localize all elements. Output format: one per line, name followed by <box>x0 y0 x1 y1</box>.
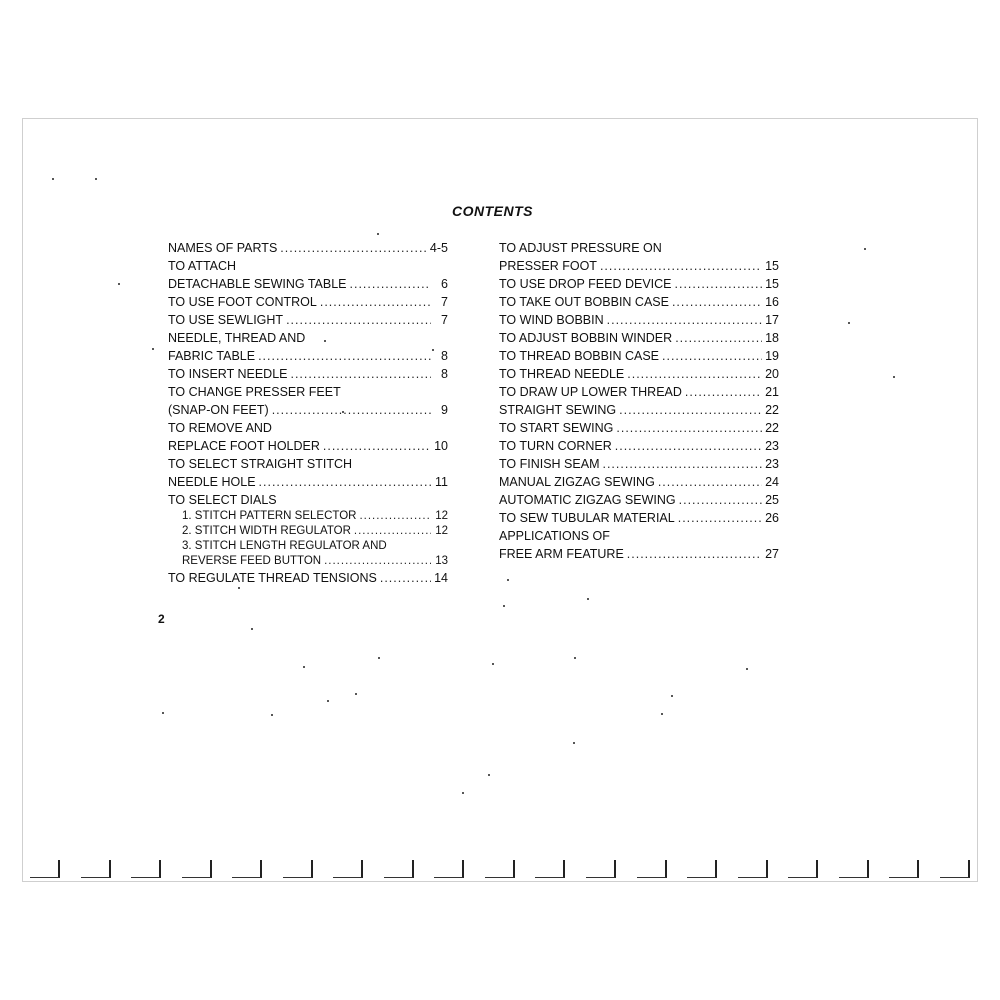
dot-leader <box>679 492 762 508</box>
scan-speck <box>587 598 589 600</box>
contents-left-column <box>168 240 448 588</box>
toc-entry-label: TO SEW TUBULAR MATERIAL <box>499 511 675 525</box>
binding-tab-mark <box>434 860 464 878</box>
toc-entry-label: NEEDLE HOLE <box>168 475 256 489</box>
toc-entry-page: 19 <box>765 349 779 363</box>
dot-leader <box>324 555 431 568</box>
toc-entry-page: 13 <box>435 555 448 567</box>
toc-entry-page: 17 <box>765 313 779 327</box>
toc-entry-page: 25 <box>765 493 779 507</box>
binding-tab-mark <box>182 860 212 878</box>
scan-speck <box>355 693 357 695</box>
toc-entry-label: (SNAP-ON FEET) <box>168 403 269 417</box>
binding-tab-mark <box>586 860 616 878</box>
toc-entry-page: 8 <box>441 367 448 381</box>
toc-entry <box>499 456 779 472</box>
dot-leader <box>615 438 762 454</box>
toc-entry <box>168 258 448 274</box>
toc-entry-page: 7 <box>441 295 448 309</box>
toc-entry-label: APPLICATIONS OF <box>499 529 610 543</box>
binding-tab-mark <box>940 860 970 878</box>
binding-tab-mark <box>81 860 111 878</box>
toc-entry-page: 26 <box>765 511 779 525</box>
scan-speck <box>377 233 379 235</box>
binding-tab-mark <box>131 860 161 878</box>
toc-entry <box>168 402 448 418</box>
toc-entry-label: TO USE SEWLIGHT <box>168 313 284 327</box>
dot-leader <box>259 474 431 490</box>
scan-speck <box>488 774 490 776</box>
toc-entry-label: MANUAL ZIGZAG SEWING <box>499 475 655 489</box>
scan-speck <box>162 712 164 714</box>
scan-speck <box>378 657 380 659</box>
toc-entry-page: 11 <box>435 475 448 489</box>
toc-entry-label: FABRIC TABLE <box>168 349 256 363</box>
toc-entry <box>168 312 448 328</box>
toc-entry <box>499 492 779 508</box>
binding-tab-mark <box>738 860 768 878</box>
binding-tab-mark <box>333 860 363 878</box>
binding-tab-mark <box>788 860 818 878</box>
toc-entry-page: 15 <box>765 277 779 291</box>
toc-entry-label: STRAIGHT SEWING <box>499 403 617 417</box>
toc-entry <box>168 240 448 256</box>
toc-entry <box>499 294 779 310</box>
scan-speck <box>503 605 505 607</box>
dot-leader <box>619 402 762 418</box>
toc-entry-page: 14 <box>434 571 448 585</box>
toc-entry-page: 23 <box>765 439 779 453</box>
binding-tab-mark <box>889 860 919 878</box>
binding-tab-mark <box>485 860 515 878</box>
toc-entry <box>499 546 779 562</box>
toc-entry <box>168 525 448 538</box>
scan-speck <box>324 340 326 342</box>
toc-entry <box>168 555 448 568</box>
scan-speck <box>574 657 576 659</box>
page-number: 2 <box>158 612 165 626</box>
toc-entry-label: DETACHABLE SEWING TABLE <box>168 277 347 291</box>
toc-entry-label: TO CHANGE PRESSER FEET <box>168 385 341 399</box>
toc-entry <box>168 420 448 436</box>
toc-entry-label: TO TURN CORNER <box>499 439 612 453</box>
dot-leader <box>286 312 431 328</box>
toc-entry <box>168 294 448 310</box>
scan-speck <box>95 178 97 180</box>
scan-speck <box>238 587 240 589</box>
toc-entry-label: TO TAKE OUT BOBBIN CASE <box>499 295 669 309</box>
scan-speck <box>251 628 253 630</box>
scan-speck <box>462 792 464 794</box>
toc-entry <box>168 540 448 553</box>
toc-entry <box>168 438 448 454</box>
toc-entry-label: TO THREAD BOBBIN CASE <box>499 349 659 363</box>
toc-entry-label: TO WIND BOBBIN <box>499 313 604 327</box>
dot-leader <box>627 366 762 382</box>
dot-leader <box>258 348 431 364</box>
binding-tab-mark <box>232 860 262 878</box>
toc-entry-page: 8 <box>441 349 448 363</box>
toc-entry-page: 21 <box>765 385 779 399</box>
toc-entry-page: 24 <box>765 475 779 489</box>
toc-entry-label: TO USE FOOT CONTROL <box>168 295 317 309</box>
toc-entry <box>168 456 448 472</box>
dot-leader <box>350 276 431 292</box>
scan-speck <box>152 348 154 350</box>
scan-speck <box>671 695 673 697</box>
toc-entry-page: 9 <box>441 403 448 417</box>
scan-speck <box>492 663 494 665</box>
toc-entry <box>499 330 779 346</box>
toc-entry <box>499 312 779 328</box>
toc-entry <box>168 348 448 364</box>
toc-entry-label: TO ATTACH <box>168 259 237 273</box>
toc-entry-label: TO SELECT DIALS <box>168 493 277 507</box>
toc-entry-page: 18 <box>765 331 779 345</box>
toc-entry <box>499 276 779 292</box>
scan-speck <box>303 666 305 668</box>
toc-entry-page: 27 <box>765 547 779 561</box>
toc-entry-label: TO DRAW UP LOWER THREAD <box>499 385 682 399</box>
binding-tab-mark <box>30 860 60 878</box>
dot-leader <box>602 456 762 472</box>
toc-entry <box>499 348 779 364</box>
dot-leader <box>600 258 762 274</box>
dot-leader <box>280 240 427 256</box>
toc-entry <box>168 492 448 508</box>
toc-entry-label: TO ADJUST PRESSURE ON <box>499 241 662 255</box>
toc-entry-label: AUTOMATIC ZIGZAG SEWING <box>499 493 676 507</box>
toc-entry <box>499 402 779 418</box>
toc-entry-label: TO INSERT NEEDLE <box>168 367 288 381</box>
toc-entry <box>499 474 779 490</box>
toc-entry-label: TO ADJUST BOBBIN WINDER <box>499 331 673 345</box>
scan-speck <box>848 322 850 324</box>
toc-entry-label: REVERSE FEED BUTTON <box>182 555 322 567</box>
toc-entry-page: 4-5 <box>429 241 448 255</box>
toc-entry-page: 10 <box>434 439 448 453</box>
scan-speck <box>893 376 895 378</box>
toc-entry-label: TO REGULATE THREAD TENSIONS <box>168 571 377 585</box>
dot-leader <box>685 384 762 400</box>
dot-leader <box>678 510 762 526</box>
scan-speck <box>52 178 54 180</box>
scan-speck <box>864 248 866 250</box>
scan-speck <box>271 714 273 716</box>
toc-entry-label: 2. STITCH WIDTH REGULATOR <box>182 525 351 537</box>
binding-tab-mark <box>384 860 414 878</box>
toc-entry-page: 20 <box>765 367 779 381</box>
toc-entry <box>168 330 448 346</box>
toc-entry-page: 12 <box>435 525 448 537</box>
toc-entry <box>499 438 779 454</box>
toc-entry-page: 7 <box>441 313 448 327</box>
toc-entry <box>168 276 448 292</box>
dot-leader <box>354 525 431 538</box>
toc-entry-label: TO START SEWING <box>499 421 614 435</box>
dot-leader <box>359 510 431 523</box>
dot-leader <box>658 474 762 490</box>
scan-speck <box>573 742 575 744</box>
toc-entry-label: NEEDLE, THREAD AND <box>168 331 306 345</box>
binding-tab-mark <box>637 860 667 878</box>
binding-tab-mark <box>687 860 717 878</box>
toc-entry-label: 3. STITCH LENGTH REGULATOR AND <box>182 540 387 552</box>
toc-entry <box>168 474 448 490</box>
dot-leader <box>320 294 431 310</box>
dot-leader <box>616 420 762 436</box>
toc-entry-label: REPLACE FOOT HOLDER <box>168 439 320 453</box>
binding-tab-mark <box>535 860 565 878</box>
scan-speck <box>507 579 509 581</box>
toc-entry-label: PRESSER FOOT <box>499 259 597 273</box>
toc-entry-page: 22 <box>765 421 779 435</box>
toc-entry <box>499 420 779 436</box>
dot-leader <box>662 348 762 364</box>
toc-entry-label: 1. STITCH PATTERN SELECTOR <box>182 510 357 522</box>
binding-tabs <box>22 860 978 882</box>
toc-entry-page: 23 <box>765 457 779 471</box>
dot-leader <box>323 438 431 454</box>
scan-speck <box>746 668 748 670</box>
toc-entry-page: 16 <box>765 295 779 309</box>
dot-leader <box>607 312 762 328</box>
toc-entry <box>499 366 779 382</box>
toc-entry <box>499 528 779 544</box>
toc-entry-label: NAMES OF PARTS <box>168 241 278 255</box>
toc-entry-label: TO SELECT STRAIGHT STITCH <box>168 457 353 471</box>
toc-entry <box>168 384 448 400</box>
dot-leader <box>272 402 431 418</box>
toc-entry-label: TO REMOVE AND <box>168 421 272 435</box>
toc-entry <box>499 384 779 400</box>
scan-speck <box>327 700 329 702</box>
toc-entry-label: TO USE DROP FEED DEVICE <box>499 277 672 291</box>
toc-entry-page: 6 <box>441 277 448 291</box>
dot-leader <box>675 276 763 292</box>
toc-entry <box>499 240 779 256</box>
dot-leader <box>675 330 762 346</box>
toc-entry <box>168 570 448 586</box>
dot-leader <box>627 546 762 562</box>
dot-leader <box>290 366 431 382</box>
scan-speck <box>342 411 344 413</box>
binding-tab-mark <box>839 860 869 878</box>
toc-entry-page: 22 <box>765 403 779 417</box>
contents-title: CONTENTS <box>452 203 533 219</box>
toc-entry-label: TO THREAD NEEDLE <box>499 367 625 381</box>
toc-entry-label: FREE ARM FEATURE <box>499 547 624 561</box>
dot-leader <box>672 294 762 310</box>
toc-entry <box>499 510 779 526</box>
toc-entry-page: 15 <box>765 259 779 273</box>
toc-entry <box>168 366 448 382</box>
scan-speck <box>118 283 120 285</box>
toc-entry <box>168 510 448 523</box>
dot-leader <box>380 570 431 586</box>
binding-tab-mark <box>283 860 313 878</box>
toc-entry-label: TO FINISH SEAM <box>499 457 600 471</box>
scan-speck <box>661 713 663 715</box>
toc-entry <box>499 258 779 274</box>
toc-entry-page: 12 <box>435 510 448 522</box>
contents-right-column <box>499 240 779 564</box>
scan-speck <box>432 349 434 351</box>
